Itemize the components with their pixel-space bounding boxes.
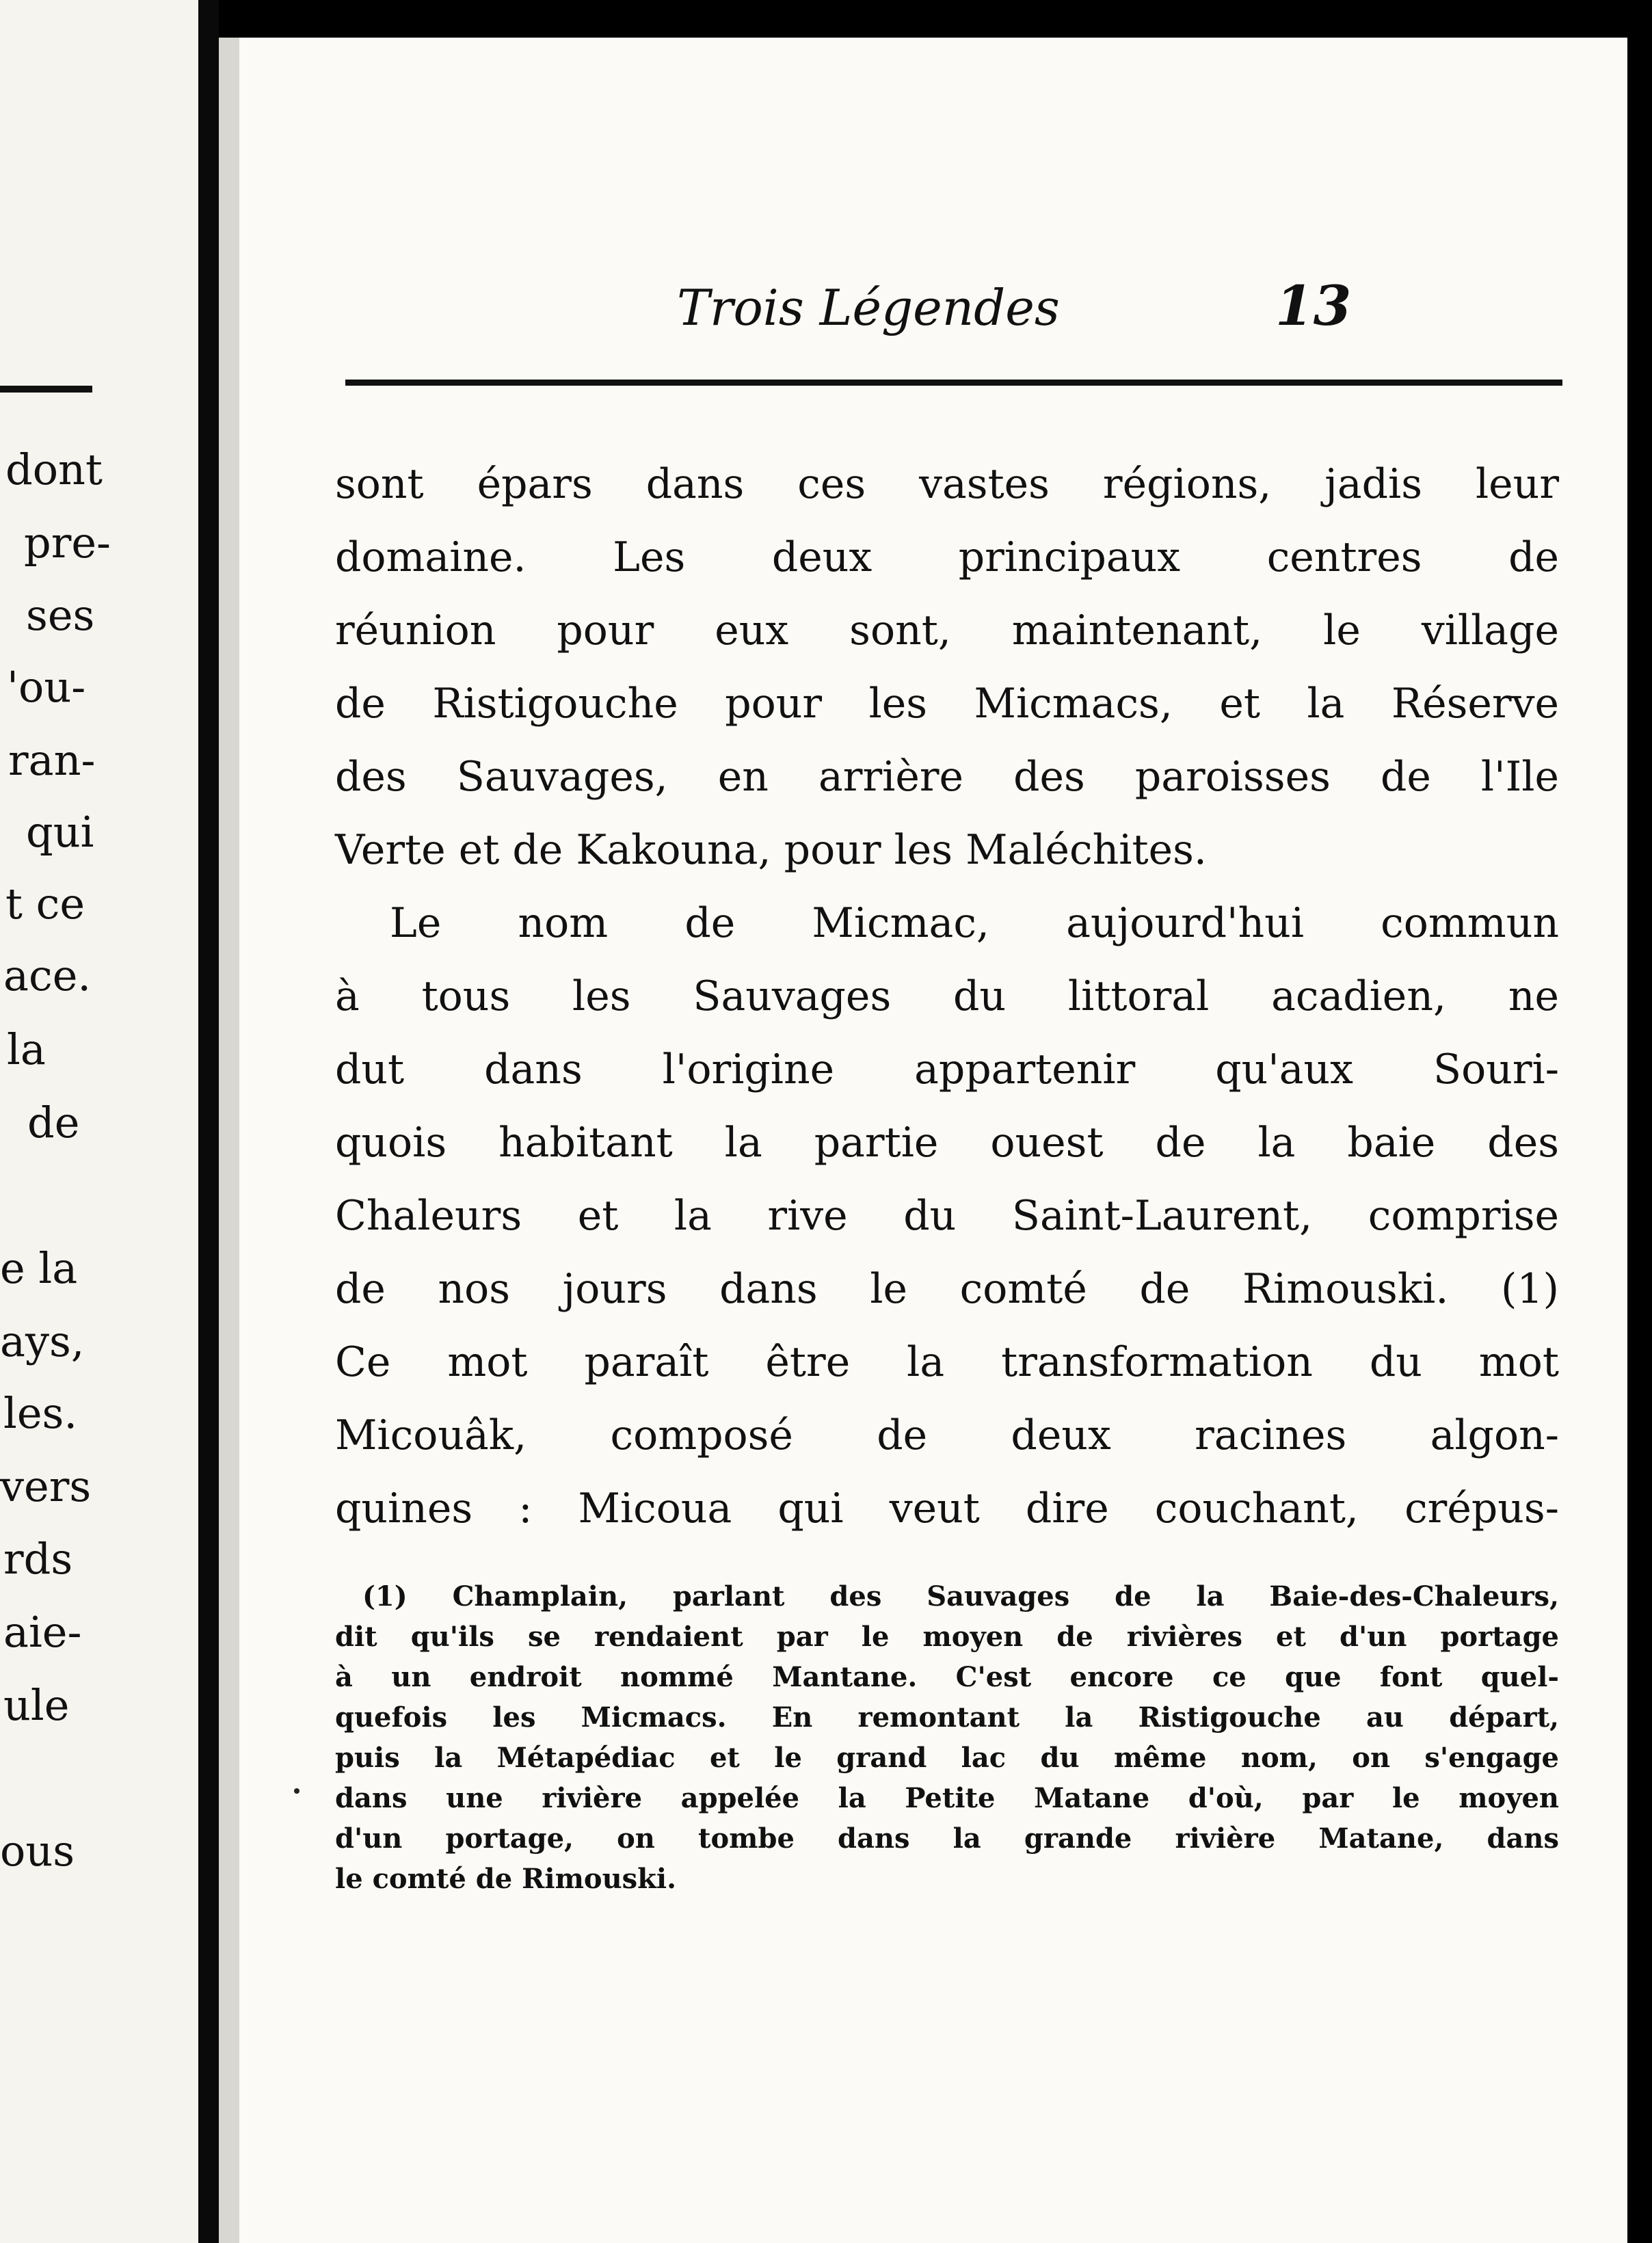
left-facing-page — [0, 0, 198, 2243]
text-line: Micouâk, composé de deux racines algon- — [335, 1411, 1559, 1459]
footnote-line: à un endroit nommé Mantane. C'est encore ce que font quel- — [335, 1661, 1559, 1693]
text-line: de nos jours dans le comté de Rimouski. (1) — [335, 1265, 1559, 1313]
left-fragment: ule — [3, 1680, 70, 1730]
scan-speck — [294, 1788, 299, 1794]
left-fragment: vers — [0, 1461, 92, 1511]
left-fragment: ous — [0, 1826, 75, 1876]
running-header — [239, 267, 1627, 349]
left-fragment: ace. — [3, 951, 92, 1000]
text-line: des Sauvages, en arrière des paroisses de l'Ile — [335, 753, 1559, 801]
footnote-line: (1) Champlain, parlant des Sauvages de la Baie-des-Chaleurs, — [362, 1580, 1559, 1612]
book-gutter — [198, 0, 219, 2243]
text-line: à tous les Sauvages du littoral acadien, ne — [335, 972, 1559, 1020]
running-title: Trois Légendes — [677, 279, 1060, 336]
left-fragment: qui — [26, 807, 94, 857]
left-fragment: e la — [0, 1243, 78, 1293]
page-edge — [219, 38, 239, 2243]
footnote-line: quefois les Micmacs. En remontant la Ristigouche au départ, — [335, 1701, 1559, 1734]
left-header-rule — [0, 386, 92, 393]
footnote-line: puis la Métapédiac et le grand lac du même nom, on s'engage — [335, 1742, 1559, 1774]
left-fragment: ses — [26, 590, 95, 640]
left-fragment: pre- — [24, 518, 111, 568]
page-13 — [239, 38, 1627, 2243]
text-line: quines : Micoua qui veut dire couchant, crépus- — [335, 1485, 1559, 1532]
left-fragment: les. — [3, 1388, 78, 1438]
left-fragment: aie- — [3, 1607, 82, 1657]
left-fragment: de — [27, 1098, 80, 1147]
text-line: réunion pour eux sont, maintenant, le village — [335, 607, 1559, 654]
left-fragment: ran- — [8, 735, 96, 785]
text-line: sont épars dans ces vastes régions, jadis leur — [335, 460, 1559, 508]
text-line: quois habitant la partie ouest de la baie des — [335, 1119, 1559, 1167]
page-number: 13 — [1275, 274, 1352, 338]
footnote-line: d'un portage, on tombe dans la grande rivière Matane, dans — [335, 1822, 1559, 1855]
text-line: Le nom de Micmac, aujourd'hui commun — [390, 899, 1559, 947]
left-fragment: la — [7, 1024, 46, 1074]
body-text — [335, 448, 1559, 1545]
left-fragment: ays, — [0, 1316, 85, 1366]
header-rule — [345, 380, 1562, 386]
footnote-line: le comté de Rimouski. — [335, 1863, 677, 1895]
text-line: Ce mot paraît être la transformation du mot — [335, 1338, 1559, 1386]
footnote-line: dit qu'ils se rendaient par le moyen de rivières et d'un portage — [335, 1621, 1559, 1653]
text-line: Verte et de Kakouna, pour les Maléchites. — [335, 826, 1207, 874]
text-line: domaine. Les deux principaux centres de — [335, 533, 1559, 581]
left-fragment: dont — [5, 444, 103, 494]
text-line: Chaleurs et la rive du Saint-Laurent, comprise — [335, 1192, 1559, 1240]
left-fragment: 'ou- — [7, 662, 86, 712]
text-line: de Ristigouche pour les Micmacs, et la Réserve — [335, 680, 1559, 728]
footnote-line: dans une rivière appelée la Petite Matane d'où, par le moyen — [335, 1782, 1559, 1814]
left-fragment: rds — [3, 1534, 73, 1584]
footnote — [335, 1576, 1559, 1899]
text-line: dut dans l'origine appartenir qu'aux Souri- — [335, 1046, 1559, 1093]
left-fragment: t ce — [5, 879, 85, 929]
